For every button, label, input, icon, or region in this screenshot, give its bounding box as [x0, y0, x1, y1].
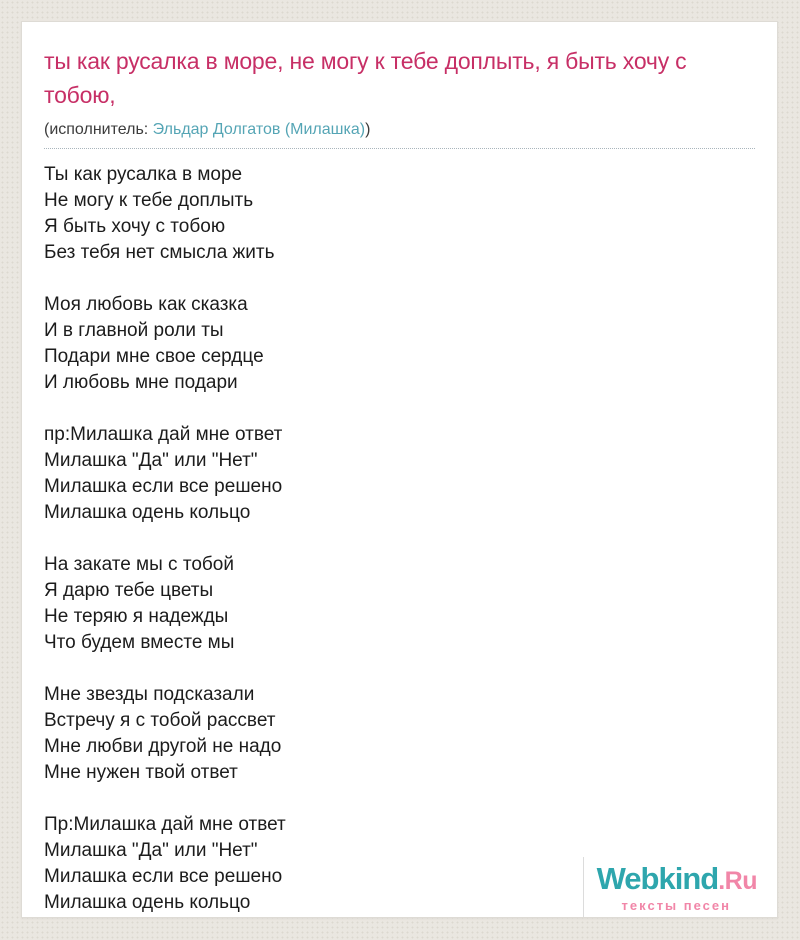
lyric-line: И в главной роли ты: [44, 320, 224, 341]
lyric-line: Мне любви другой не надо: [44, 736, 282, 757]
lyric-line: Не могу к тебе доплыть: [44, 190, 254, 211]
lyric-line: Милашка одень кольцо: [44, 502, 251, 523]
lyric-line: Ты как русалка в море: [44, 164, 243, 185]
lyric-line: Мне нужен твой ответ: [44, 762, 238, 783]
artist-link[interactable]: Эльдар Долгатов (Милашка): [152, 121, 366, 138]
verse: [44, 162, 755, 266]
lyrics-block: [44, 162, 755, 916]
lyric-line: Подари мне свое сердце: [44, 346, 264, 367]
lyric-line: Пр:Милашка дай мне ответ: [44, 814, 286, 835]
content-card: [21, 21, 778, 918]
artist-row: [44, 121, 755, 149]
verse: [44, 292, 755, 396]
lyric-line: И любовь мне подари: [44, 372, 238, 393]
lyric-line: Милашка "Да" или "Нет": [44, 840, 258, 861]
verse-chorus: [44, 422, 755, 526]
lyric-line: На закате мы с тобой: [44, 554, 234, 575]
lyric-line: Я быть хочу с тобою: [44, 216, 226, 237]
logo-ru-label: .Ru: [718, 867, 757, 895]
logo-webkind-label: Webkind: [596, 861, 719, 896]
lyric-line: Милашка если все решено: [44, 866, 283, 887]
lyric-line: Без тебя нет смысла жить: [44, 242, 275, 263]
artist-label-suffix: ): [365, 121, 371, 138]
lyric-line: Что будем вместе мы: [44, 632, 235, 653]
verse: [44, 552, 755, 656]
page-title: ты как русалка в море, не могу к тебе доплыть, я быть хочу с тобою,: [44, 48, 687, 108]
lyric-line: пр:Милашка дай мне ответ: [44, 424, 283, 445]
logo-tagline: тексты песен: [621, 898, 731, 913]
lyric-line: Я дарю тебе цветы: [44, 580, 214, 601]
lyric-line: Не теряю я надежды: [44, 606, 229, 627]
lyric-line: Милашка если все решено: [44, 476, 283, 497]
lyric-line: Милашка одень кольцо: [44, 892, 251, 913]
lyric-line: Мне звезды подсказали: [44, 684, 255, 705]
lyric-line: Милашка "Да" или "Нет": [44, 450, 258, 471]
artist-label: (исполнитель:: [44, 121, 153, 138]
verse: [44, 682, 755, 786]
webkind-logo-text: [584, 861, 757, 900]
lyric-line: Моя любовь как сказка: [44, 294, 248, 315]
lyric-line: Встречу я с тобой рассвет: [44, 710, 276, 731]
webkind-logo[interactable]: [583, 857, 777, 917]
